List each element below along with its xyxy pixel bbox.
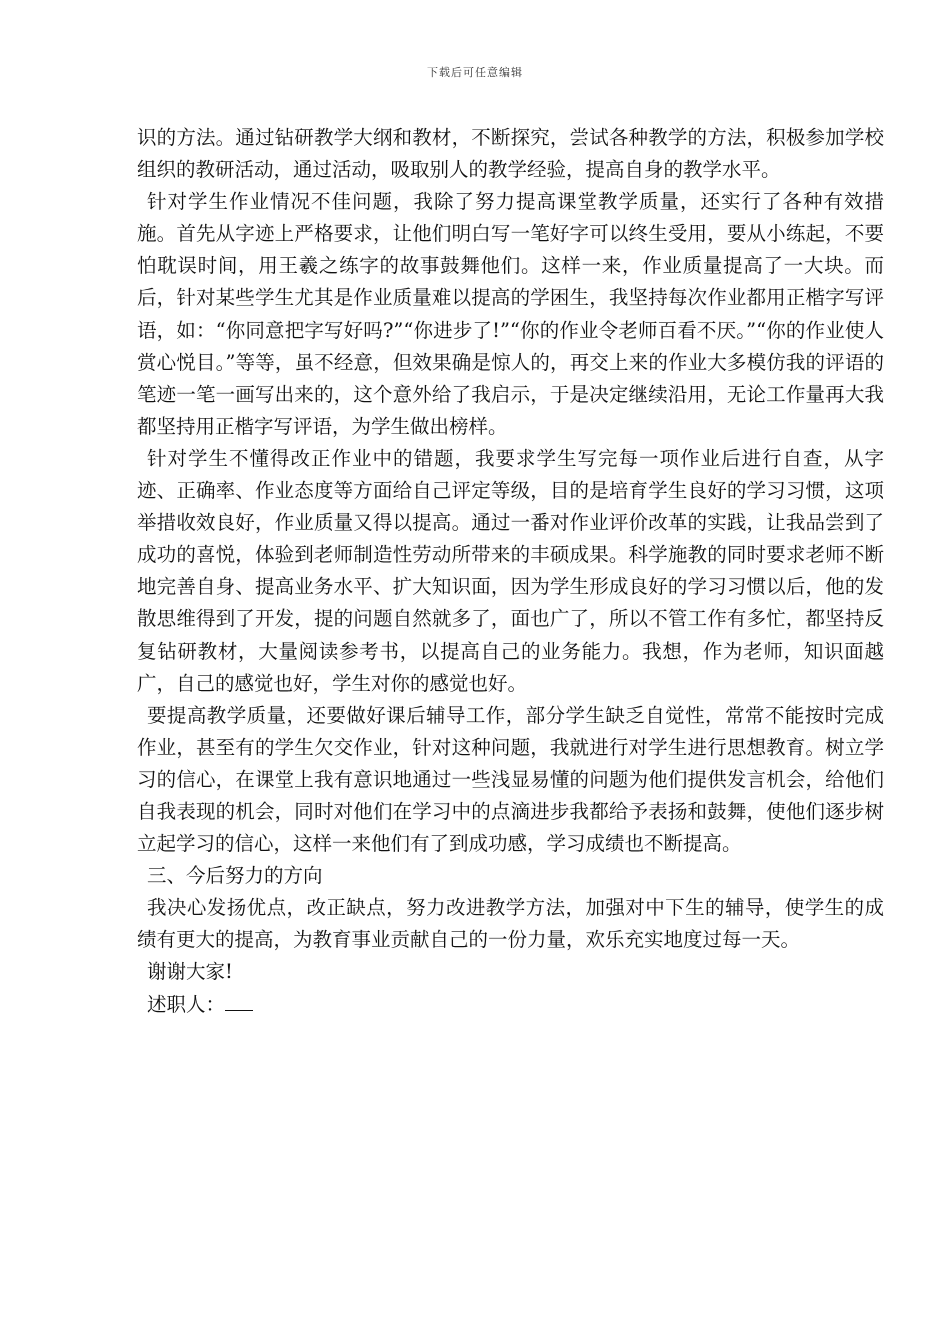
- signature-label: 述职人：: [147, 992, 226, 1016]
- paragraph-continuation: 识的方法。通过钻研教学大纲和教材，不断探究，尝试各种教学的方法，积极参加学校组织的教研活动，通过活动，吸取别人的教学经验，提高自身的教学水平。: [137, 126, 884, 182]
- paragraph-error-correction: 针对学生不懂得改正作业中的错题，我要求学生写完每一项作业后进行自查，从字迹、正确率、作业态度等方面给自己评定等级，目的是培育学生良好的学习习惯，这项举措收效良好，作业质量又得以提高。通过一番对作业评价改革的实践，让我品尝到了成功的喜悦，体验到老师制造性劳动所带来的丰硕成果。科学施教的同时要求老师不断地完善自身、提高业务水平、扩大知识面，因为学生形成良好的学习习惯以后，他的发散思维得到了开发，提的问题自然就多了，面也广了，所以不管工作有多忙，都坚持反复钻研教材，大量阅读参考书，以提高自己的业务能力。我想，作为老师，知识面越广，自己的感觉也好，学生对你的感觉也好。: [137, 446, 884, 695]
- closing-thanks: 谢谢大家!: [147, 960, 233, 984]
- signature-line: [137, 989, 884, 1021]
- section-heading-future-direction: 三、今后努力的方向: [147, 864, 323, 888]
- paragraph-homework-quality: 针对学生作业情况不佳问题，我除了努力提高课堂教学质量，还实行了各种有效措施。首先从字迹上严格要求，让他们明白写一笔好字可以终生受用，要从小练起，不要怕耽误时间，用王羲之练字的故事鼓舞他们。这样一来，作业质量提高了一大块。而后，针对某些学生尤其是作业质量难以提高的学困生，我坚持每次作业都用正楷字写评语，如：“你同意把字写好吗?”“你进步了!”“你的作业令老师百看不厌。”“你的作业使人赏心悦目。”等等，虽不经意，但效果确是惊人的，再交上来的作业大多模仿我的评语的笔迹一笔一画写出来的，这个意外给了我启示，于是决定继续沿用，无论工作量再大我都坚持用正楷字写评语，为学生做出榜样。: [137, 190, 884, 438]
- paragraph-resolution: 我决心发扬优点，改正缺点，努力改进教学方法，加强对中下生的辅导，使学生的成绩有更大的提高，为教育事业贡献自己的一份力量，欢乐充实地度过每一天。: [137, 896, 884, 952]
- signature-blank: [225, 992, 253, 1011]
- paragraph-after-class-tutoring: 要提高教学质量，还要做好课后辅导工作，部分学生缺乏自觉性，常常不能按时完成作业，甚至有的学生欠交作业，针对这种问题，我就进行对学生进行思想教育。树立学习的信心，在课堂上我有意识地通过一些浅显易懂的问题为他们提供发言机会，给他们自我表现的机会，同时对他们在学习中的点滴进步我都给予表扬和鼓舞，使他们逐步树立起学习的信心，这样一来他们有了到成功感，学习成绩也不断提高。: [137, 703, 884, 856]
- page-header-watermark: 下载后可任意编辑: [427, 66, 523, 79]
- document-body: [137, 122, 884, 1021]
